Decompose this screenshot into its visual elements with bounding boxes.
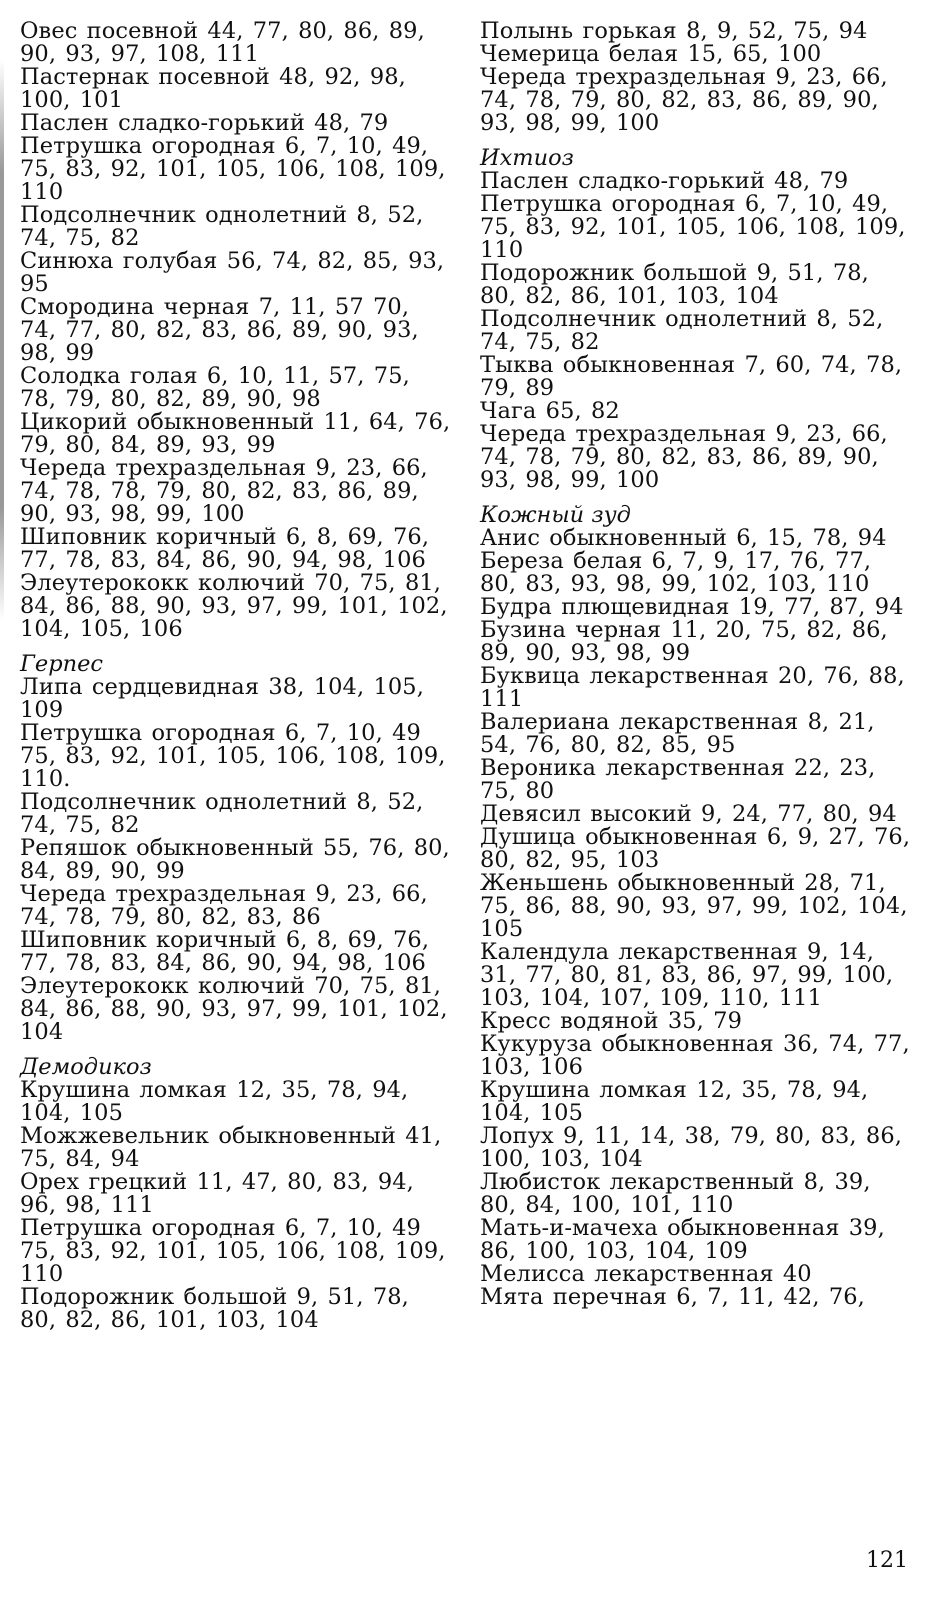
index-entry: Репяшок обыкновенный 55, 76, 80, 84, 89, 90, 99 (20, 835, 450, 884)
index-entry: Буквица лекарственная 20, 76, 88, 111 (480, 663, 905, 712)
index-entry: Петрушка огородная 6, 7, 10, 49, 75, 83, 92, 101, 105, 106, 108, 109, 110 (480, 191, 906, 263)
index-entry: Подсолнечник однолетний 8, 52, 74, 75, 82 (20, 789, 424, 838)
index-entry: Крушина ломкая 12, 35, 78, 94, 104, 105 (20, 1077, 409, 1126)
index-entry: Вероника лекарственная 22, 23, 75, 80 (480, 755, 876, 804)
index-entry: Петрушка огородная 6, 7, 10, 49 75, 83, 92, 101, 105, 106, 108, 109, 110 (20, 1215, 446, 1287)
index-entry: Череда трехраздельная 9, 23, 66, 74, 78, 79, 80, 82, 83, 86, 89, 90, 93, 98, 99, 100 (480, 64, 888, 136)
index-entry: Подорожник большой 9, 51, 78, 80, 82, 86, 101, 103, 104 (480, 260, 869, 309)
right-column (480, 20, 912, 1309)
index-entry: Петрушка огородная 6, 7, 10, 49, 75, 83, 92, 101, 105, 106, 108, 109, 110 (20, 133, 446, 205)
index-entry: Анис обыкновенный 6, 15, 78, 94 (480, 525, 887, 551)
section-heading: Кожный зуд (480, 502, 631, 528)
index-entry: Валериана лекарственная 8, 21, 54, 76, 80, 82, 85, 95 (480, 709, 875, 758)
index-entry: Череда трехраздельная 9, 23, 66, 74, 78, 78, 79, 80, 82, 83, 86, 89, 90, 93, 98, 99, 100 (20, 455, 428, 527)
index-entry: Полынь горькая 8, 9, 52, 75, 94 (480, 18, 868, 44)
index-entry: Синюха голубая 56, 74, 82, 85, 93, 95 (20, 248, 445, 297)
index-entry: Смородина черная 7, 11, 57 70, 74, 77, 80, 82, 83, 86, 89, 90, 93, 98, 99 (20, 294, 419, 366)
index-entry: Можжевельник обыкновенный 41, 75, 84, 94 (20, 1123, 442, 1172)
left-column (20, 20, 452, 1332)
index-entry: Шиповник коричный 6, 8, 69, 76, 77, 78, 83, 84, 86, 90, 94, 98, 106 (20, 524, 430, 573)
index-entry: Чемерица белая 15, 65, 100 (480, 41, 822, 67)
index-entry: Чага 65, 82 (480, 398, 620, 424)
index-entry: Девясил высокий 9, 24, 77, 80, 94 (480, 801, 897, 827)
page-edge-shadow (0, 60, 4, 620)
index-entry: Пастернак посевной 48, 92, 98, 100, 101 (20, 64, 406, 113)
index-entry: Лопух 9, 11, 14, 38, 79, 80, 83, 86, 100, 103, 104 (480, 1123, 903, 1172)
page-number: 121 (866, 1548, 908, 1573)
index-entry: Береза белая 6, 7, 9, 17, 76, 77, 80, 83, 93, 98, 99, 102, 103, 110 (480, 548, 872, 597)
section-heading: Ихтиоз (480, 145, 574, 171)
index-entry: Любисток лекарственный 8, 39, 80, 84, 100, 101, 110 (480, 1169, 871, 1218)
index-entry: Подсолнечник однолетний 8, 52, 74, 75, 82 (480, 306, 884, 355)
index-entry: Паслен сладко-горький 48, 79 (20, 110, 389, 136)
index-entry: Бузина черная 11, 20, 75, 82, 86, 89, 90, 93, 98, 99 (480, 617, 888, 666)
index-entry: Петрушка огородная 6, 7, 10, 49 75, 83, 92, 101, 105, 106, 108, 109, 110. (20, 720, 446, 792)
index-entry: Мята перечная 6, 7, 11, 42, 76, (480, 1284, 865, 1310)
index-entry: Женьшень обыкновенный 28, 71, 75, 86, 88, 90, 93, 97, 99, 102, 104, 105 (480, 870, 908, 942)
index-entry: Элеутерококк колючий 70, 75, 81, 84, 86, 88, 90, 93, 97, 99, 101, 102, 104 (20, 973, 448, 1045)
index-entry: Подорожник большой 9, 51, 78, 80, 82, 86, 101, 103, 104 (20, 1284, 409, 1333)
index-entry: Элеутерококк колючий 70, 75, 81, 84, 86, 88, 90, 93, 97, 99, 101, 102, 104, 105, 106 (20, 570, 448, 642)
index-entry: Кукуруза обыкновенная 36, 74, 77, 103, 106 (480, 1031, 910, 1080)
index-entry: Цикорий обыкновенный 11, 64, 76, 79, 80, 84, 89, 93, 99 (20, 409, 451, 458)
index-entry: Кресс водяной 35, 79 (480, 1008, 743, 1034)
index-entry: Солодка голая 6, 10, 11, 57, 75, 78, 79, 80, 82, 89, 90, 98 (20, 363, 410, 412)
index-entry: Орех грецкий 11, 47, 80, 83, 94, 96, 98, 111 (20, 1169, 414, 1218)
index-entry: Паслен сладко-горький 48, 79 (480, 168, 849, 194)
index-entry: Подсолнечник однолетний 8, 52, 74, 75, 82 (20, 202, 424, 251)
section-heading: Герпес (20, 651, 104, 677)
index-entry: Крушина ломкая 12, 35, 78, 94, 104, 105 (480, 1077, 869, 1126)
index-entry: Тыква обыкновенная 7, 60, 74, 78, 79, 89 (480, 352, 903, 401)
index-entry: Липа сердцевидная 38, 104, 105, 109 (20, 674, 424, 723)
index-entry: Череда трехраздельная 9, 23, 66, 74, 78, 79, 80, 82, 83, 86, 89, 90, 93, 98, 99, 100 (480, 421, 888, 493)
index-entry: Мать-и-мачеха обыкновенная 39, 86, 100, 103, 104, 109 (480, 1215, 885, 1264)
index-entry: Шиповник коричный 6, 8, 69, 76, 77, 78, 83, 84, 86, 90, 94, 98, 106 (20, 927, 430, 976)
section-heading: Демодикоз (20, 1054, 152, 1080)
index-entry: Будра плющевидная 19, 77, 87, 94 (480, 594, 904, 620)
index-entry: Овес посевной 44, 77, 80, 86, 89, 90, 93, 97, 108, 111 (20, 18, 425, 67)
index-entry: Череда трехраздельная 9, 23, 66, 74, 78, 79, 80, 82, 83, 86 (20, 881, 428, 930)
index-entry: Мелисса лекарственная 40 (480, 1261, 812, 1287)
index-entry: Душица обыкновенная 6, 9, 27, 76, 80, 82, 95, 103 (480, 824, 911, 873)
index-entry: Календула лекарственная 9, 14, 31, 77, 80, 81, 83, 86, 97, 99, 100, 103, 104, 107, 109, 110, 111 (480, 939, 894, 1011)
